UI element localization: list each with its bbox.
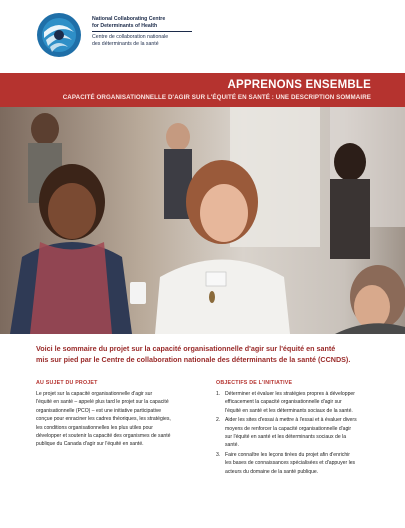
objectives-section <box>216 380 376 477</box>
objectives-list <box>216 390 376 476</box>
banner-title: APPRENONS ENSEMBLE <box>227 79 371 91</box>
about-line: l'équité en santé – appelé plus tard le projet sur la capacité <box>36 399 169 406</box>
objective-number: 2. <box>216 417 221 424</box>
objective-line: les bases de connaissances spécialisées et d'appuyer les <box>225 460 356 467</box>
about-line: publique du Canada d'agir sur l'équité en santé. <box>36 441 144 448</box>
objective-number: 1. <box>216 391 221 397</box>
nccdh-swirl-logo-icon <box>36 12 82 58</box>
logo-fr-line: des déterminants de la santé <box>92 40 159 47</box>
intro-summary <box>36 343 372 365</box>
logo-en-line: for Determinants of Health <box>92 22 158 29</box>
objective-item <box>216 390 376 415</box>
logo-name-en <box>92 16 192 29</box>
about-line: les conditions organisationnelles les plus utiles pour <box>36 424 153 431</box>
about-line: organisationnelle (PCO) – est une initiative participative <box>36 407 162 414</box>
title-banner <box>0 73 405 107</box>
objective-line: acteurs du domaine de la santé publique. <box>225 468 319 475</box>
logo-fr-line: Centre de collaboration nationale <box>92 33 169 40</box>
objective-number: 3. <box>216 451 221 458</box>
about-line: conçue pour enraciner les cadres théoriques, les stratégies, <box>36 416 171 423</box>
objective-line: santé. <box>225 442 239 449</box>
logo-name-fr <box>92 34 192 47</box>
objective-text <box>225 390 376 415</box>
logo-wordmark <box>92 16 192 47</box>
about-body <box>36 390 194 449</box>
about-section <box>36 380 194 449</box>
objective-text <box>225 451 376 476</box>
objective-line: l'équité en santé et les déterminants sociaux de la santé. <box>225 407 353 414</box>
objective-line: sur l'équité en santé et les déterminants sociaux de la <box>225 434 347 441</box>
hero-photo <box>0 107 405 334</box>
objective-line: efficacement la capacité organisationnelle d'agir sur <box>225 399 342 406</box>
about-line: Le projet sur la capacité organisationnelle d'agir sur <box>36 391 153 397</box>
logo-divider <box>92 31 192 32</box>
objective-line: moyens de renforcer la capacité organisationnelle d'agir <box>225 425 352 432</box>
logo-en-line: National Collaborating Centre <box>92 16 166 22</box>
objective-text <box>225 416 376 450</box>
nccdh-logo <box>36 12 236 64</box>
objective-line: Faire connaître les leçons tirées du projet afin d'enrichir <box>225 451 350 458</box>
about-line: développer et soutenir la capacité des organismes de santé <box>36 433 171 440</box>
objective-line: Déterminer et évaluer les stratégies propres à développer <box>225 391 355 397</box>
about-heading: AU SUJET DU PROJET <box>36 380 98 386</box>
objective-item <box>216 416 376 450</box>
people-mingling-photo <box>0 107 405 334</box>
objectives-heading: OBJECTIFS DE L'INITIATIVE <box>216 380 293 386</box>
banner-subtitle: CAPACITÉ ORGANISATIONNELLE D'AGIR SUR L'ÉQUITÉ EN SANTÉ : UNE DESCRIPTION SOMMAIRE <box>62 94 371 101</box>
intro-line: mis sur pied par le Centre de collaboration nationale des déterminants de la santé (CCNDS). <box>36 355 351 364</box>
intro-line: Voici le sommaire du projet sur la capacité organisationnelle d'agir sur l'équité en santé <box>36 344 336 353</box>
objective-item <box>216 451 376 476</box>
objective-line: Aider les sites d'essai à mettre à l'essai et à évaluer divers <box>225 417 357 424</box>
